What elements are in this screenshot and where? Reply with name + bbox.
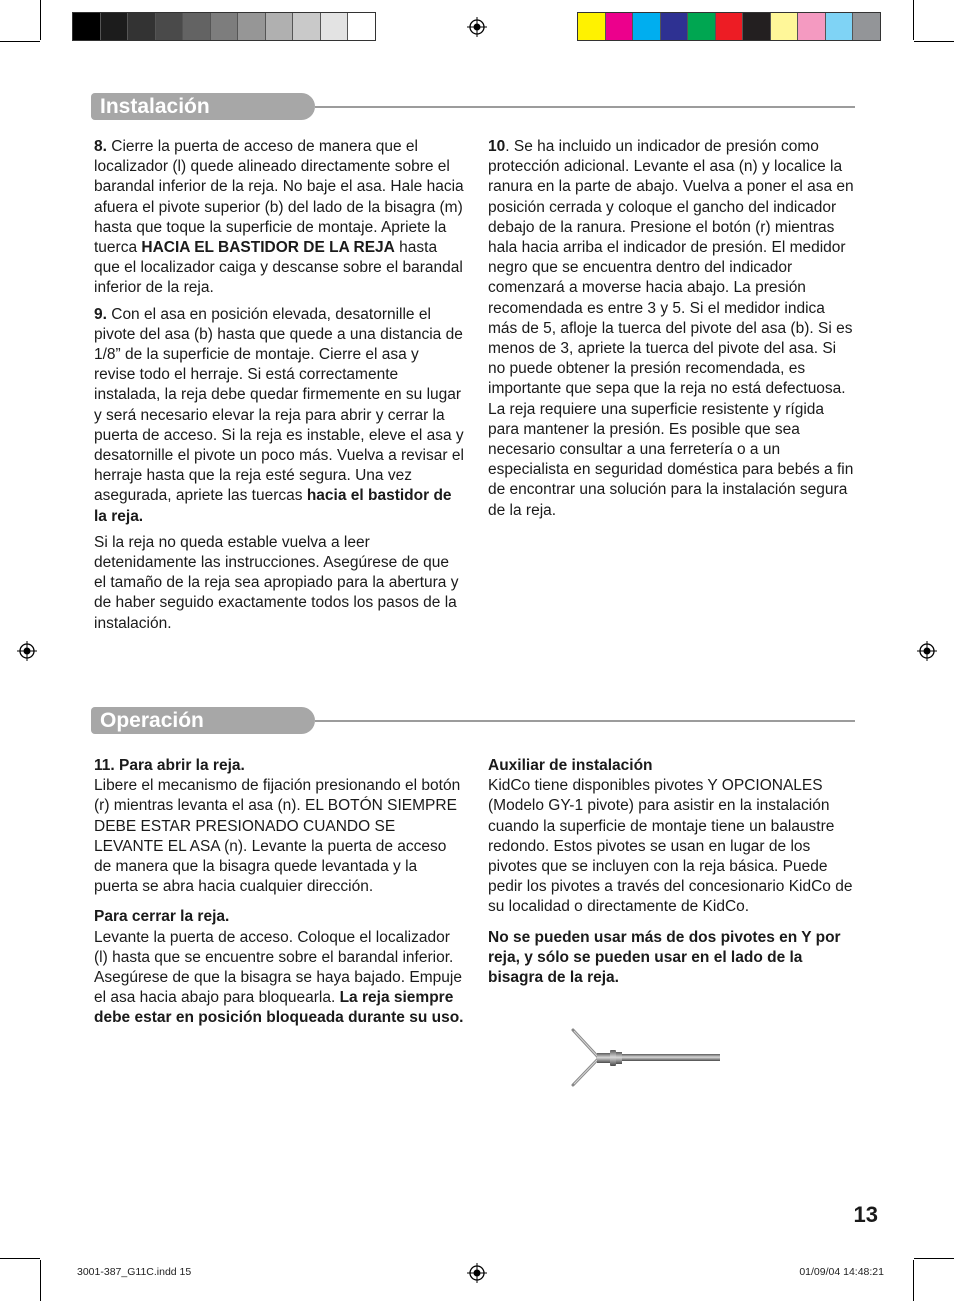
section-rule (315, 720, 855, 722)
operation-section-header (91, 707, 855, 735)
crop-mark (913, 1260, 914, 1301)
color-swatch (293, 13, 321, 40)
crop-mark (913, 0, 914, 40)
open-gate-instructions: 11. Para abrir la reja. Libere el mecanismo de fijación presionando el botón (r) mientras levanta el asa (n). EL BOTÓN SIEMPRE DEBE ESTAR PRESIONADO CUANDO SE LEVANTE EL ASA (n). Levante la puerta de acceso de manera que la bisagra quede levantada y la puerta se abra hacia cualquier dirección. (94, 757, 461, 896)
installation-section-header (91, 93, 855, 121)
color-swatch (156, 13, 184, 40)
color-swatch (661, 13, 689, 40)
color-swatch (743, 13, 771, 40)
operation-title: Operación (100, 709, 204, 732)
registration-mark-icon (17, 641, 37, 661)
installation-left-column (94, 137, 464, 640)
color-swatch (606, 13, 634, 40)
date-slug: 01/09/04 14:48:21 (799, 1266, 884, 1278)
close-gate-instructions: Para cerrar la reja. Levante la puerta de acceso. Coloque el localizador (l) hasta que se encuentre sobre el barandal inferior. Asegúrese de que la bisagra se haya bajado. Empuje el asa hacia abajo para bloquearla. La reja siempre debe estar en posición bloqueada durante su uso. (94, 908, 464, 1027)
registration-mark-icon (467, 1263, 487, 1283)
color-swatch (211, 13, 239, 40)
grayscale-color-bar (72, 12, 376, 41)
crop-mark (914, 1258, 954, 1259)
stability-note: Si la reja no queda estable vuelva a leer detenidamente las instrucciones. Asegúrese de que el tamaño de la reja sea apropiado para la abertura y de haber seguido exactamente todos los pasos de la instalación. (94, 533, 459, 632)
color-swatch (798, 13, 826, 40)
crop-mark (0, 41, 40, 42)
open-gate-heading: 11. Para abrir la reja. (94, 757, 245, 774)
color-swatch (183, 13, 211, 40)
color-swatch (321, 13, 349, 40)
color-swatch (688, 13, 716, 40)
crop-mark (40, 0, 41, 40)
registration-mark-icon (467, 17, 487, 37)
step-9: 9. Con el asa en posición elevada, desatornille el pivote del asa (b) hasta que quede a una distancia de 1/8” de la superficie de montaje. Cierre el asa y revise todo el herraje. Si está correctamente instalada, la reja debe quedar firmemente en su lugar y será necesario elevar la reja para abrir y cerrar la puerta de acceso. Si la reja es instable, eleve el asa y desatornille el pivote un poco más. Vuelva a revisar el herraje hasta que la reja esté segura. Una vez asegurada, apriete las tuercas hacia el bastidor de la reja. (94, 305, 464, 525)
process-color-bar (577, 12, 881, 41)
step-10: 10. Se ha incluido un indicador de presión como protección adicional. Levante el asa (n) y localice la ranura en la parte de abajo. Vuelva a poner el asa en posición cerrada y coloque el gancho del indicador debajo de la ranura. Presione el botón (r) mientras hala hacia arriba el indicador de presión. El medidor negro que se encuentra dentro del indicador comenzará a moverse hacia abajo. La presión recomendada es entre 3 y 5. Si el medidor indica más de 5, afloje la tuerca del pivote del asa (b). Si es menos de 3, apriete la tuerca del pivote del asa. Si no puede obtener la presión recomendada, es importante que sepa que la reja no está defectuosa. La reja requiere una superficie resistente y rígida para mantener la presión. Es posible que sea necesario consultar a una ferretería o a un especialista en seguridad doméstica para bebés a fin de encontrar una solución para la instalación segura de la reja. (488, 138, 854, 519)
installation-right-column (488, 137, 856, 527)
color-swatch (73, 13, 101, 40)
installation-aid-heading: Auxiliar de instalación (488, 757, 653, 774)
y-spindle-warning: No se pueden usar más de dos pivotes en Y por reja, y sólo se pueden usar en el lado de la bisagra de la reja. (488, 928, 841, 987)
color-swatch (826, 13, 854, 40)
file-slug: 3001-387_G11C.indd 15 (77, 1266, 192, 1278)
color-swatch (238, 13, 266, 40)
page-number: 13 (853, 1202, 878, 1227)
color-swatch (578, 13, 606, 40)
installation-title: Instalación (100, 95, 210, 118)
color-swatch (716, 13, 744, 40)
step-8: 8. Cierre la puerta de acceso de manera que el localizador (l) quede alineado directamente sobre el barandal inferior de la reja. No baje el asa. Hale hacia afuera el pivote superior (b) del lado de la bisagra (m) hasta que toque la superficie de montaje. Apriete la tuerca HACIA EL BASTIDOR DE LA REJA hasta que el localizador caiga y descanse sobre el barandal inferior de la reja. (94, 138, 464, 297)
color-swatch (633, 13, 661, 40)
crop-mark (40, 1260, 41, 1301)
section-rule (315, 106, 855, 108)
installation-aid: Auxiliar de instalación KidCo tiene disponibles pivotes Y OPCIONALES (Modelo GY-1 pivote) para asistir en la instalación cuando la superficie de montaje tiene un balaustre redondo. Estos pivotes se usan en lugar de los pivotes que se incluyen con la reja básica. Puede pedir los pivotes a través del concesionario KidCo de su localidad o directamente de KidCo. (488, 757, 853, 916)
close-gate-heading: Para cerrar la reja. (94, 908, 230, 926)
color-swatch (853, 13, 880, 40)
color-swatch (128, 13, 156, 40)
color-swatch (266, 13, 294, 40)
color-swatch (101, 13, 129, 40)
color-swatch (771, 13, 799, 40)
operation-right-column (488, 756, 856, 994)
crop-mark (914, 41, 954, 42)
registration-mark-icon (917, 641, 937, 661)
y-spindle-illustration (568, 1026, 724, 1090)
operation-left-column (94, 756, 464, 1035)
crop-mark (0, 1258, 40, 1259)
color-swatch (348, 13, 375, 40)
